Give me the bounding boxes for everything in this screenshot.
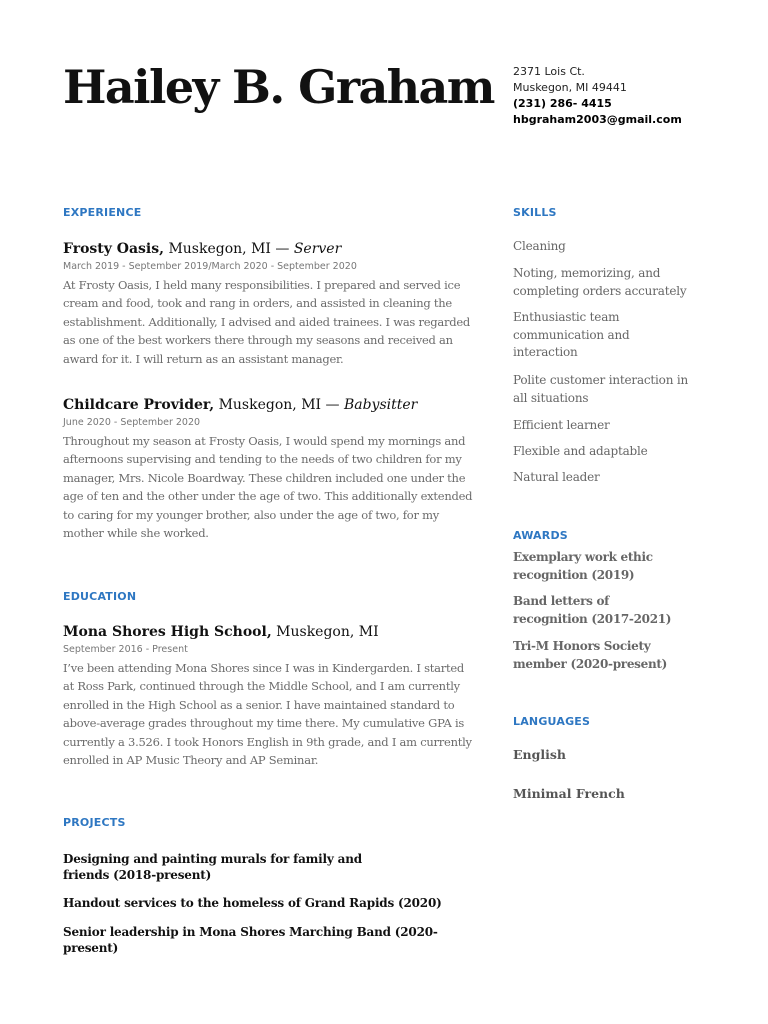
award-item: Tri-M Honors Society member (2020-present) <box>513 639 667 671</box>
skill-item: Efficient learner <box>513 418 610 432</box>
job-role: Babysitter <box>343 397 418 413</box>
skill-item: Enthusiastic team communication and interaction <box>513 310 630 359</box>
school-description: I’ve been attending Mona Shores since I was in Kindergarden. I started at Ross Park, continued through the Middle School, and I am currently enrolled in the High School as a senior. I have maintained standard to above-average grades throughout my time there. My cumulative GPA is currently a 3.526. I took Honors English in 9th grade, and I am currently enrolled in AP Music Theory and AP Seminar. <box>63 661 472 768</box>
project-item: Senior leadership in Mona Shores Marching Band (2020-present) <box>63 925 438 955</box>
email-address: hbgraham2003@gmail.com <box>513 113 682 126</box>
education-entry <box>63 623 473 769</box>
school-name: Mona Shores High School, <box>63 624 272 640</box>
skill-item: Polite customer interaction in all situations <box>513 373 689 405</box>
skill-item: Natural leader <box>513 470 600 484</box>
job-childcare-provider <box>63 396 473 542</box>
candidate-name: Hailey B. Graham <box>63 60 494 114</box>
contact-info <box>513 64 753 128</box>
school-header <box>63 623 473 641</box>
address-line-2: Muskegon, MI 49441 <box>513 81 627 94</box>
job-description: Throughout my season at Frosty Oasis, I would spend my mornings and afternoons supervising and tending to the needs of two children for my manager, Mrs. Nicole Boardway. These children included one under the age of ten and the other under the age of two. This additionally extended to caring for my younger brother, also under the age of two, for my mother while she worked. <box>63 434 473 541</box>
school-location: Muskegon, MI <box>271 624 379 640</box>
education-heading: EDUCATION <box>63 590 137 603</box>
job-location: Muskegon, MI — <box>214 397 344 413</box>
projects-heading: PROJECTS <box>63 816 126 829</box>
job-location: Muskegon, MI — <box>164 241 294 257</box>
job-role: Server <box>293 241 342 257</box>
job-header <box>63 240 473 258</box>
phone-number: (231) 286- 4415 <box>513 97 612 110</box>
language-item: Minimal French <box>513 786 625 801</box>
job-description: At Frosty Oasis, I held many responsibilities. I prepared and served ice cream and food, took and rang in orders, and assisted in cleaning the establishment. Additionally, I advised and aided trainees. I was regarded as one of the best workers there through my seasons and received an award for it. I will return as an assistant manager. <box>63 278 471 366</box>
skill-item: Flexible and adaptable <box>513 444 648 458</box>
skill-item: Cleaning <box>513 239 566 253</box>
job-dates: March 2019 - September 2019/March 2020 - September 2020 <box>63 261 357 272</box>
awards-heading: AWARDS <box>513 529 568 542</box>
job-dates: June 2020 - September 2020 <box>63 417 201 428</box>
skill-item: Noting, memorizing, and completing orders accurately <box>513 266 687 298</box>
project-item: Handout services to the homeless of Grand Rapids (2020) <box>63 896 442 910</box>
award-item: Exemplary work ethic recognition (2019) <box>513 550 653 582</box>
experience-heading: EXPERIENCE <box>63 206 142 219</box>
job-frosty-oasis <box>63 240 473 368</box>
languages-heading: LANGUAGES <box>513 715 591 728</box>
address-line-1: 2371 Lois Ct. <box>513 65 585 78</box>
skills-heading: SKILLS <box>513 206 557 219</box>
project-item: Designing and painting murals for family and friends (2018-present) <box>63 852 362 882</box>
job-org: Childcare Provider, <box>63 397 215 413</box>
award-item: Band letters of recognition (2017-2021) <box>513 594 672 626</box>
school-dates: September 2016 - Present <box>63 644 188 655</box>
job-header <box>63 396 473 414</box>
job-org: Frosty Oasis, <box>63 241 164 257</box>
language-item: English <box>513 747 566 762</box>
